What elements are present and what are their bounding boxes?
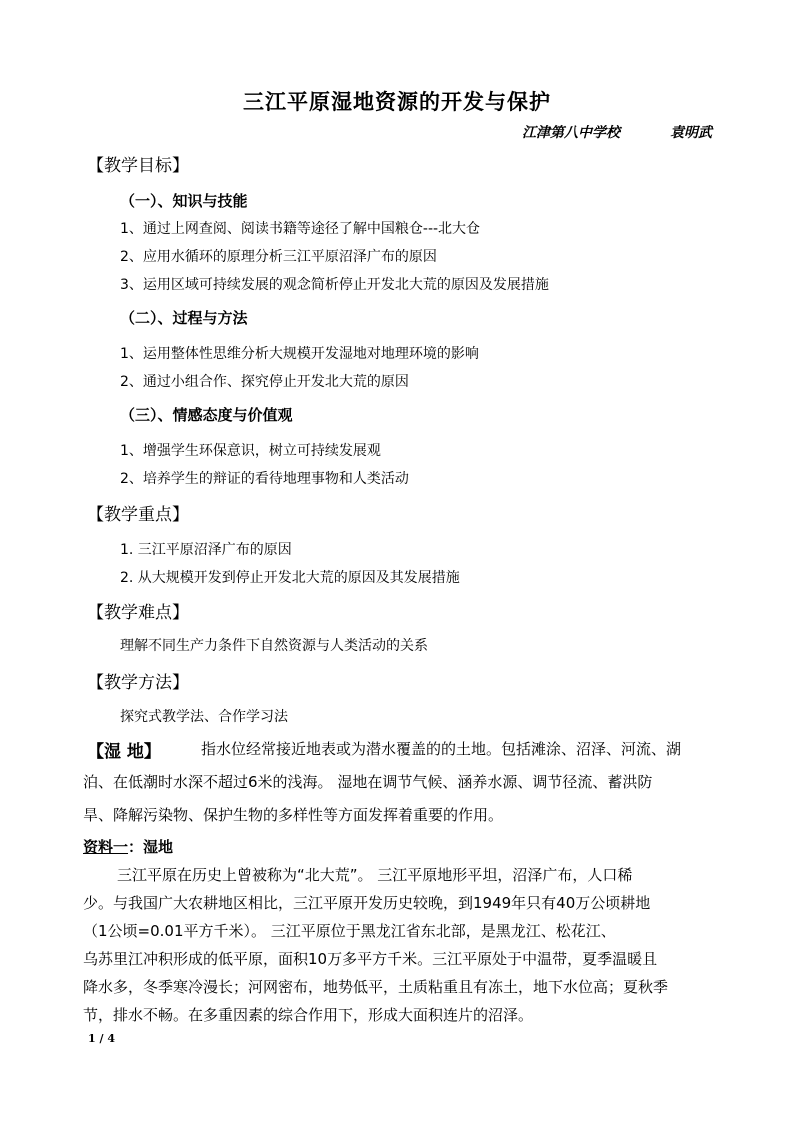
author-school: 江津第八中学校: [522, 125, 620, 141]
wetland-text-line: 旱、降解污染物、保护生物的多样性等方面发挥着重要的作用。: [83, 806, 504, 824]
difficulty-heading: 【教学难点】: [87, 603, 189, 623]
page-title: 三江平原湿地资源的开发与保护: [243, 90, 551, 114]
key-point-item: 1. 三江平原沼泽广布的原因: [120, 542, 292, 558]
objectives-heading: 【教学目标】: [87, 156, 189, 176]
material-text-line: 乌苏里江冲积形成的低平原，面积10万多平方千米。三江平原处于中温带，夏季温暖且: [83, 950, 658, 968]
material-heading: [83, 836, 173, 857]
material-text-line: 少。与我国广大农耕地区相比，三江平原开发历史较晚，到1949年只有40万公顷耕地: [83, 894, 651, 912]
method-text: 探究式教学法、合作学习法: [120, 709, 288, 725]
wetland-text-line: 指水位经常接近地表或为潜水覆盖的的土地。包括滩涂、沼泽、河流、湖: [201, 740, 682, 758]
objective-item: 1、增强学生环保意识，树立可持续发展观: [120, 443, 381, 459]
objective-item: 2、培养学生的辩证的看待地理事物和人类活动: [120, 471, 409, 487]
key-point-item: 2. 从大规模开发到停止开发北大荒的原因及其发展措施: [120, 570, 460, 586]
page-number: 1 / 4: [88, 1032, 115, 1045]
objective-item: 3、运用区域可持续发展的观念简析停止开发北大荒的原因及发展措施: [120, 277, 549, 293]
objective-group-title: （一）、知识与技能: [120, 192, 248, 210]
material-text-line: 降水多，冬季寒冷漫长；河网密布，地势低平，土质粘重且有冻土，地下水位高；夏秋季: [83, 978, 669, 996]
material-text-line: （1公顷=0.01平方千米）。 三江平原位于黑龙江省东北部，是黑龙江、松花江、: [83, 922, 616, 940]
material-text-line: 节，排水不畅。在多重因素的综合作用下，形成大面积连片的沼泽。: [83, 1006, 534, 1024]
objective-item: 2、应用水循环的原理分析三江平原沼泽广布的原因: [120, 249, 437, 265]
objective-group-title: （二）、过程与方法: [120, 309, 248, 327]
material-suffix: ：湿地: [128, 838, 174, 856]
objective-group-title: （三）、情感态度与价值观: [120, 406, 293, 424]
difficulty-text: 理解不同生产力条件下自然资源与人类活动的关系: [120, 638, 428, 654]
method-heading: 【教学方法】: [87, 673, 189, 693]
objective-item: 1、通过上网查阅、阅读书籍等途径了解中国粮仓---北大仓: [120, 221, 481, 237]
material-text-line: 三江平原在历史上曾被称为“北大荒”。 三江平原地形平坦，沼泽广布，人口稀: [117, 866, 633, 884]
material-label: 资料一: [83, 838, 129, 856]
key-points-heading: 【教学重点】: [87, 505, 189, 525]
author-name: 袁明武: [670, 125, 712, 141]
objective-item: 1、运用整体性思维分析大规模开发湿地对地理环境的影响: [120, 346, 479, 362]
objective-item: 2、通过小组合作、探究停止开发北大荒的原因: [120, 374, 409, 390]
wetland-label: 【湿 地】: [87, 742, 161, 762]
wetland-text-line: 泊、在低潮时水深不超过6米的浅海。 湿地在调节气候、涵养水源、调节径流、蓄洪防: [83, 773, 653, 791]
